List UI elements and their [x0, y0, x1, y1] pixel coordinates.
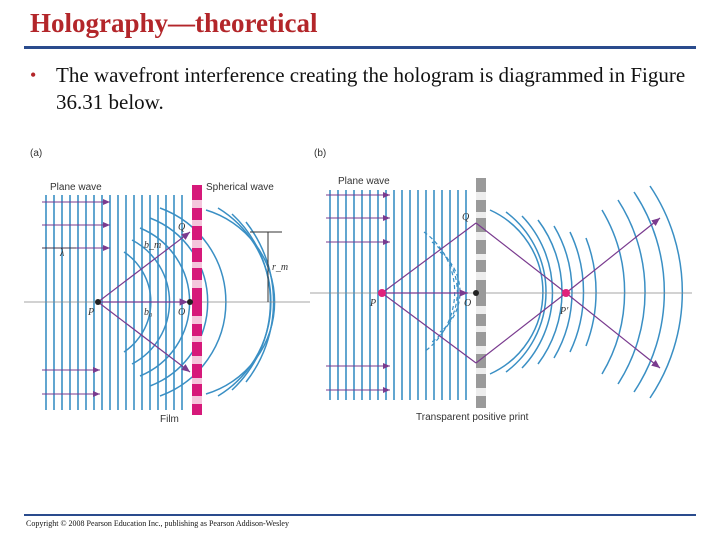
- plane-wave-label-a: Plane wave: [50, 182, 102, 193]
- footer-divider: [24, 514, 696, 516]
- panel-a: [24, 148, 310, 425]
- point-o-b: [473, 290, 479, 296]
- bullet-text: The wavefront interference creating the hologram is diagrammed in Figure 36.31 below.: [56, 63, 686, 114]
- label-p-prime: P′: [560, 306, 569, 317]
- label-q-a: Q: [178, 222, 186, 233]
- label-p-b: P: [370, 298, 377, 309]
- print-label: Transparent positive print: [416, 412, 529, 423]
- rays-a: [98, 232, 190, 372]
- panel-b: [310, 148, 692, 423]
- label-rm: r_m: [272, 262, 289, 273]
- label-q-b: Q: [462, 212, 470, 223]
- point-p-prime: [562, 289, 570, 297]
- plane-wavefronts-b: [330, 190, 466, 400]
- film-strip: [192, 185, 202, 415]
- copyright-footer: Copyright © 2008 Pearson Education Inc., publishing as Pearson Addison-Wesley: [26, 519, 289, 528]
- label-bm: b_m: [144, 240, 162, 251]
- plane-wave-label-b: Plane wave: [338, 176, 390, 187]
- spherical-wavefronts-b: [490, 186, 682, 398]
- title-divider: [24, 46, 696, 49]
- label-o-b: O: [464, 298, 472, 309]
- film-label: Film: [160, 414, 179, 425]
- panel-b-label: (b): [314, 148, 327, 159]
- label-o-a: O: [178, 307, 186, 318]
- label-b0: b₀: [144, 307, 153, 318]
- hologram-figure: [20, 140, 700, 440]
- point-p-b: [378, 289, 386, 297]
- bullet-icon: •: [30, 65, 37, 85]
- plane-wave-arrows-a: [42, 202, 110, 394]
- slide-title: Holography—theoretical: [30, 8, 318, 38]
- spherical-wave-label: Spherical wave: [206, 182, 274, 193]
- point-p-a: [95, 299, 101, 305]
- point-o-a: [187, 299, 193, 305]
- label-p-a: P: [88, 307, 95, 318]
- lambda-label: λ: [60, 248, 65, 259]
- panel-a-label: (a): [30, 148, 43, 159]
